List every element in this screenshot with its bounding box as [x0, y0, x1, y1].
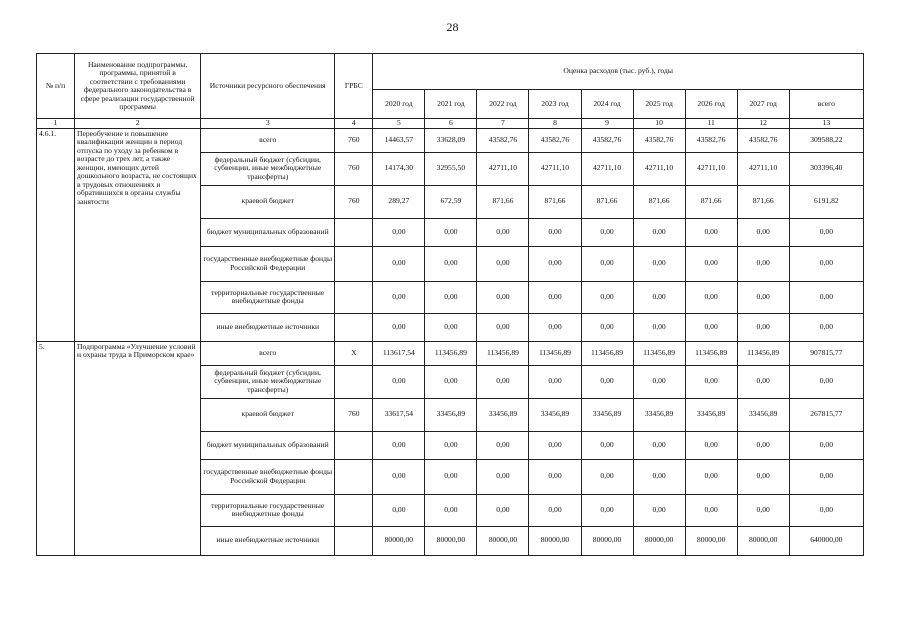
year-value: 0,00: [477, 246, 529, 281]
year-value: 33456,89: [685, 398, 737, 431]
total-value: 0,00: [789, 313, 863, 341]
year-value: 0,00: [685, 494, 737, 526]
year-value: 0,00: [581, 431, 633, 459]
year-value: 43582,76: [581, 128, 633, 152]
year-value: 0,00: [373, 494, 425, 526]
total-value: 303396,40: [789, 152, 863, 185]
column-number: 4: [335, 119, 373, 129]
year-value: 0,00: [425, 494, 477, 526]
year-value: 0,00: [633, 494, 685, 526]
table-row: [37, 128, 864, 152]
year-value: 0,00: [373, 365, 425, 398]
year-value: 0,00: [529, 431, 581, 459]
year-value: 113456,89: [425, 341, 477, 365]
grbs-code: 760: [335, 128, 373, 152]
year-value: 80000,00: [633, 526, 685, 555]
total-value: 6191,82: [789, 185, 863, 218]
funding-source: государственные внебюджетные фонды Российской Федерации: [201, 246, 335, 281]
year-value: 14174,30: [373, 152, 425, 185]
year-value: 33456,89: [633, 398, 685, 431]
year-value: 0,00: [581, 281, 633, 313]
total-value: 0,00: [789, 218, 863, 246]
funding-source: федеральный бюджет (субсидии, субвенции, иные межбюджетные трансферты): [201, 152, 335, 185]
table-row: [37, 341, 864, 365]
total-value: 0,00: [789, 494, 863, 526]
funding-source: федеральный бюджет (субсидии, субвенции, иные межбюджетные трансферты): [201, 365, 335, 398]
header-source: Источники ресурсного обеспечения: [201, 54, 335, 119]
row-number: 5.: [37, 341, 75, 555]
funding-source: территориальные государственные внебюджетные фонды: [201, 494, 335, 526]
year-value: 0,00: [737, 281, 789, 313]
total-value: 640000,00: [789, 526, 863, 555]
total-value: 0,00: [789, 365, 863, 398]
funding-source: бюджет муниципальных образований: [201, 218, 335, 246]
year-value: 0,00: [633, 281, 685, 313]
year-value: 0,00: [529, 459, 581, 494]
year-value: 871,66: [529, 185, 581, 218]
year-value: 0,00: [581, 246, 633, 281]
column-number: 13: [789, 119, 863, 129]
year-value: 0,00: [685, 313, 737, 341]
year-value: 80000,00: [737, 526, 789, 555]
year-value: 42711,10: [477, 152, 529, 185]
year-value: 871,66: [633, 185, 685, 218]
year-value: 871,66: [685, 185, 737, 218]
year-value: 0,00: [529, 494, 581, 526]
year-value: 0,00: [633, 459, 685, 494]
year-value: 0,00: [373, 313, 425, 341]
year-value: 0,00: [581, 365, 633, 398]
year-value: 33456,89: [477, 398, 529, 431]
funding-source: иные внебюджетные источники: [201, 526, 335, 555]
year-value: 113456,89: [685, 341, 737, 365]
year-value: 0,00: [737, 459, 789, 494]
year-value: 0,00: [477, 218, 529, 246]
column-number: 6: [425, 119, 477, 129]
header-year: 2024 год: [581, 90, 633, 119]
header-year: 2025 год: [633, 90, 685, 119]
year-value: 0,00: [685, 246, 737, 281]
grbs-code: [335, 431, 373, 459]
grbs-code: 760: [335, 152, 373, 185]
year-value: 80000,00: [529, 526, 581, 555]
header-num: № п/п: [37, 54, 75, 119]
year-value: 672,59: [425, 185, 477, 218]
year-value: 80000,00: [581, 526, 633, 555]
grbs-code: Х: [335, 341, 373, 365]
year-value: 0,00: [529, 281, 581, 313]
year-value: 43582,76: [633, 128, 685, 152]
year-value: 0,00: [581, 494, 633, 526]
grbs-code: [335, 526, 373, 555]
header-total: всего: [789, 90, 863, 119]
grbs-code: [335, 218, 373, 246]
funding-source: всего: [201, 128, 335, 152]
year-value: 42711,10: [529, 152, 581, 185]
total-value: 309588,22: [789, 128, 863, 152]
year-value: 0,00: [477, 494, 529, 526]
column-number: 3: [201, 119, 335, 129]
header-year: 2026 год: [685, 90, 737, 119]
total-value: 0,00: [789, 246, 863, 281]
column-number: 1: [37, 119, 75, 129]
year-value: 113456,89: [529, 341, 581, 365]
year-value: 0,00: [737, 365, 789, 398]
year-value: 113456,89: [477, 341, 529, 365]
year-value: 0,00: [425, 459, 477, 494]
year-value: 33456,89: [737, 398, 789, 431]
year-value: 289,27: [373, 185, 425, 218]
year-value: 113456,89: [581, 341, 633, 365]
grbs-code: [335, 246, 373, 281]
total-value: 0,00: [789, 281, 863, 313]
grbs-code: [335, 365, 373, 398]
grbs-code: [335, 494, 373, 526]
year-value: 0,00: [373, 246, 425, 281]
year-value: 14463,57: [373, 128, 425, 152]
year-value: 0,00: [425, 431, 477, 459]
year-value: 113617,54: [373, 341, 425, 365]
year-value: 0,00: [581, 459, 633, 494]
year-value: 0,00: [581, 313, 633, 341]
year-value: 0,00: [477, 431, 529, 459]
year-value: 80000,00: [373, 526, 425, 555]
year-value: 32955,50: [425, 152, 477, 185]
year-value: 0,00: [737, 218, 789, 246]
column-number: 12: [737, 119, 789, 129]
grbs-code: 760: [335, 398, 373, 431]
header-year: 2023 год: [529, 90, 581, 119]
year-value: 0,00: [373, 281, 425, 313]
year-value: 113456,89: [737, 341, 789, 365]
year-value: 0,00: [685, 281, 737, 313]
column-number: 5: [373, 119, 425, 129]
year-value: 42711,10: [581, 152, 633, 185]
header-year: 2020 год: [373, 90, 425, 119]
column-number: 8: [529, 119, 581, 129]
grbs-code: [335, 281, 373, 313]
funding-source: краевой бюджет: [201, 185, 335, 218]
year-value: 0,00: [685, 218, 737, 246]
year-value: 0,00: [737, 431, 789, 459]
year-value: 42711,10: [737, 152, 789, 185]
year-value: 0,00: [373, 431, 425, 459]
year-value: 871,66: [581, 185, 633, 218]
funding-source: территориальные государственные внебюджетные фонды: [201, 281, 335, 313]
header-grbs: ГРБС: [335, 54, 373, 119]
year-value: 33617,54: [373, 398, 425, 431]
row-number: 4.6.1.: [37, 128, 75, 341]
year-value: 0,00: [425, 218, 477, 246]
total-value: 907815,77: [789, 341, 863, 365]
year-value: 0,00: [737, 494, 789, 526]
year-value: 33456,89: [581, 398, 633, 431]
funding-source: всего: [201, 341, 335, 365]
header-year: 2022 год: [477, 90, 529, 119]
year-value: 871,66: [477, 185, 529, 218]
funding-source: бюджет муниципальных образований: [201, 431, 335, 459]
year-value: 113456,89: [633, 341, 685, 365]
header-name: Наименование подпрограммы, программы, принятой в соответствии с требованиями федерального законодательства в сфере реализации государственной программы: [75, 54, 201, 119]
year-value: 871,66: [737, 185, 789, 218]
funding-source: краевой бюджет: [201, 398, 335, 431]
year-value: 0,00: [425, 281, 477, 313]
column-number: 10: [633, 119, 685, 129]
year-value: 33628,09: [425, 128, 477, 152]
column-number: 11: [685, 119, 737, 129]
year-value: 43582,76: [529, 128, 581, 152]
header-year: 2027 год: [737, 90, 789, 119]
year-value: 0,00: [633, 218, 685, 246]
program-name: Подпрограмма «Улучшение условий и охраны труда в Приморском крае»: [75, 341, 201, 555]
year-value: 43582,76: [737, 128, 789, 152]
year-value: 0,00: [737, 313, 789, 341]
grbs-code: 760: [335, 185, 373, 218]
year-value: 0,00: [633, 431, 685, 459]
column-number: 7: [477, 119, 529, 129]
header-year: 2021 год: [425, 90, 477, 119]
year-value: 42711,10: [685, 152, 737, 185]
funding-source: иные внебюджетные источники: [201, 313, 335, 341]
year-value: 0,00: [529, 218, 581, 246]
program-name: Переобучение и повышение квалификации женщин в период отпуска по уходу за ребенком в возрасте до трех лет, а также женщин, имеющих детей дошкольного возраста, не состоящих в трудовых отношениях и обратившихся в органы службы занятости: [75, 128, 201, 341]
year-value: 0,00: [685, 365, 737, 398]
column-number: 9: [581, 119, 633, 129]
year-value: 0,00: [477, 313, 529, 341]
table-body: [37, 128, 864, 555]
year-value: 0,00: [685, 459, 737, 494]
year-value: 0,00: [685, 431, 737, 459]
year-value: 43582,76: [685, 128, 737, 152]
year-value: 0,00: [737, 246, 789, 281]
year-value: 0,00: [373, 459, 425, 494]
year-value: 0,00: [373, 218, 425, 246]
year-value: 43582,76: [477, 128, 529, 152]
grbs-code: [335, 313, 373, 341]
total-value: 267815,77: [789, 398, 863, 431]
year-value: 0,00: [477, 459, 529, 494]
year-value: 0,00: [633, 365, 685, 398]
year-value: 0,00: [529, 365, 581, 398]
expenses-table: [36, 53, 864, 556]
year-value: 0,00: [633, 246, 685, 281]
header-costs: Оценка расходов (тыс. руб.), годы: [373, 54, 864, 90]
year-value: 0,00: [477, 281, 529, 313]
year-value: 0,00: [529, 246, 581, 281]
page-number: 28: [446, 20, 459, 34]
year-value: 42711,10: [633, 152, 685, 185]
total-value: 0,00: [789, 431, 863, 459]
grbs-code: [335, 459, 373, 494]
year-value: 0,00: [633, 313, 685, 341]
year-value: 80000,00: [685, 526, 737, 555]
year-value: 0,00: [477, 365, 529, 398]
year-value: 0,00: [425, 246, 477, 281]
year-value: 0,00: [425, 365, 477, 398]
year-value: 0,00: [581, 218, 633, 246]
funding-source: государственные внебюджетные фонды Российской Федерации: [201, 459, 335, 494]
total-value: 0,00: [789, 459, 863, 494]
year-value: 33456,89: [425, 398, 477, 431]
year-value: 80000,00: [477, 526, 529, 555]
year-value: 0,00: [425, 313, 477, 341]
year-value: 33456,89: [529, 398, 581, 431]
year-value: 80000,00: [425, 526, 477, 555]
year-value: 0,00: [529, 313, 581, 341]
column-number: 2: [75, 119, 201, 129]
